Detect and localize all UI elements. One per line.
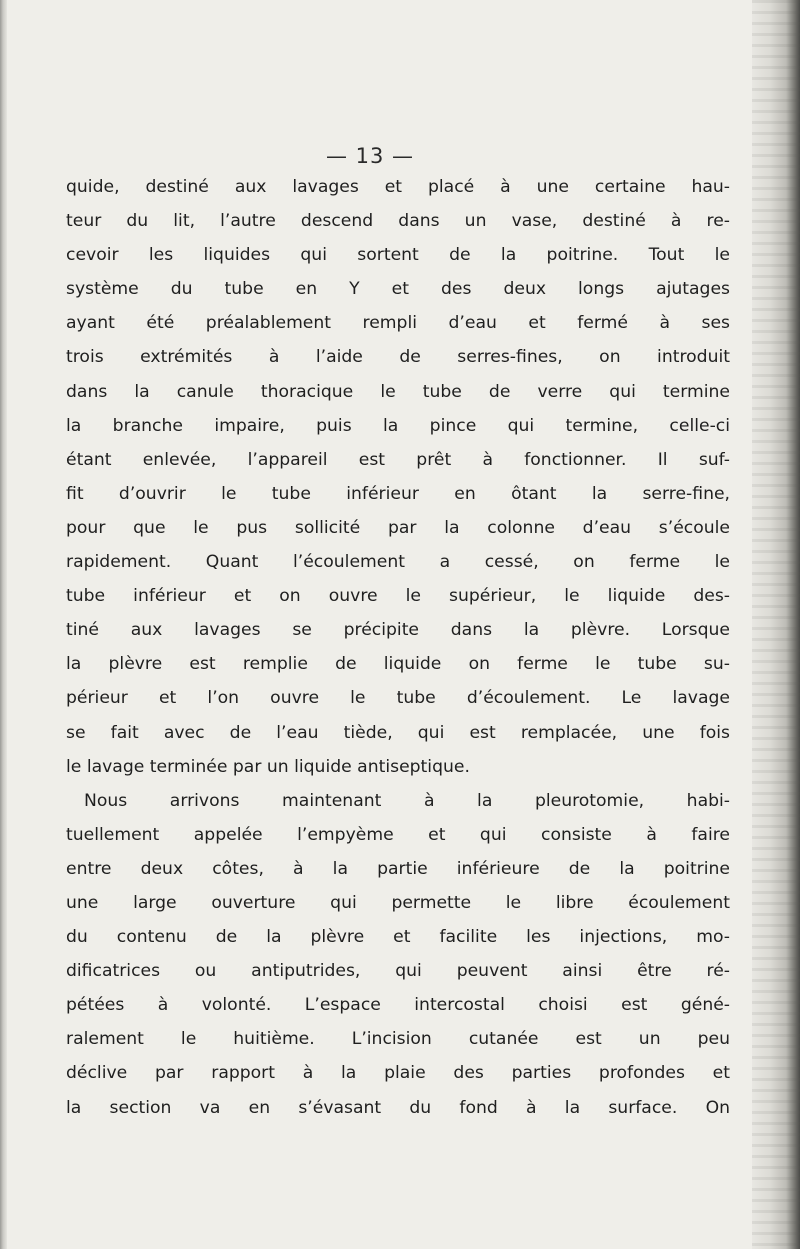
text-line: étant enlevée, l’appareil est prêt à fonctionner. Il suf-: [66, 449, 730, 470]
body-text: [66, 170, 730, 1125]
text-line: trois extrémités à l’aide de serres-fines, on introduit: [66, 347, 730, 368]
text-line: ralement le huitième. L’incision cutanée est un peu: [66, 1029, 730, 1050]
text-line: dans la canule thoracique le tube de verre qui termine: [66, 381, 730, 402]
text-line: tuellement appelée l’empyème et qui consiste à faire: [66, 824, 730, 845]
text-line: pétées à volonté. L’espace intercostal choisi est géné-: [66, 995, 730, 1016]
text-line: déclive par rapport à la plaie des parties profondes et: [66, 1063, 730, 1084]
text-line: la section va en s’évasant du fond à la surface. On: [66, 1097, 730, 1118]
text-line: la plèvre est remplie de liquide on ferme le tube su-: [66, 654, 730, 675]
text-line: rapidement. Quant l’écoulement a cessé, on ferme le: [66, 552, 730, 573]
text-line: se fait avec de l’eau tiède, qui est remplacée, une fois: [66, 722, 730, 743]
text-line: fit d’ouvrir le tube inférieur en ôtant la serre-fine,: [66, 483, 730, 504]
text-line-paragraph-start: Nous arrivons maintenant à la pleurotomie, habi-: [84, 790, 730, 811]
text-line: dificatrices ou antiputrides, qui peuvent ainsi être ré-: [66, 961, 730, 982]
text-line: pour que le pus sollicité par la colonne d’eau s’écoule: [66, 517, 730, 538]
text-line: périeur et l’on ouvre le tube d’écoulement. Le lavage: [66, 688, 730, 709]
text-line: teur du lit, l’autre descend dans un vase, destiné à re-: [66, 211, 730, 232]
page-binding-edge: [752, 0, 800, 1249]
text-line: quide, destiné aux lavages et placé à une certaine hau-: [66, 177, 730, 197]
page-number: — 13 —: [325, 144, 415, 168]
text-line: système du tube en Y et des deux longs ajutages: [66, 279, 730, 300]
text-line-paragraph-end: le lavage terminée par un liquide antiseptique.: [66, 756, 470, 777]
text-line: une large ouverture qui permette le libre écoulement: [66, 892, 730, 913]
text-line: du contenu de la plèvre et facilite les injections, mo-: [66, 927, 730, 948]
text-line: tube inférieur et on ouvre le supérieur, le liquide des-: [66, 586, 730, 607]
text-line: la branche impaire, puis la pince qui termine, celle-ci: [66, 415, 730, 436]
text-line: cevoir les liquides qui sortent de la poitrine. Tout le: [66, 245, 730, 266]
text-line: tiné aux lavages se précipite dans la plèvre. Lorsque: [66, 620, 730, 641]
page-left-edge: [0, 0, 7, 1249]
text-line: ayant été préalablement rempli d’eau et fermé à ses: [66, 313, 730, 334]
text-line: entre deux côtes, à la partie inférieure de la poitrine: [66, 858, 730, 879]
